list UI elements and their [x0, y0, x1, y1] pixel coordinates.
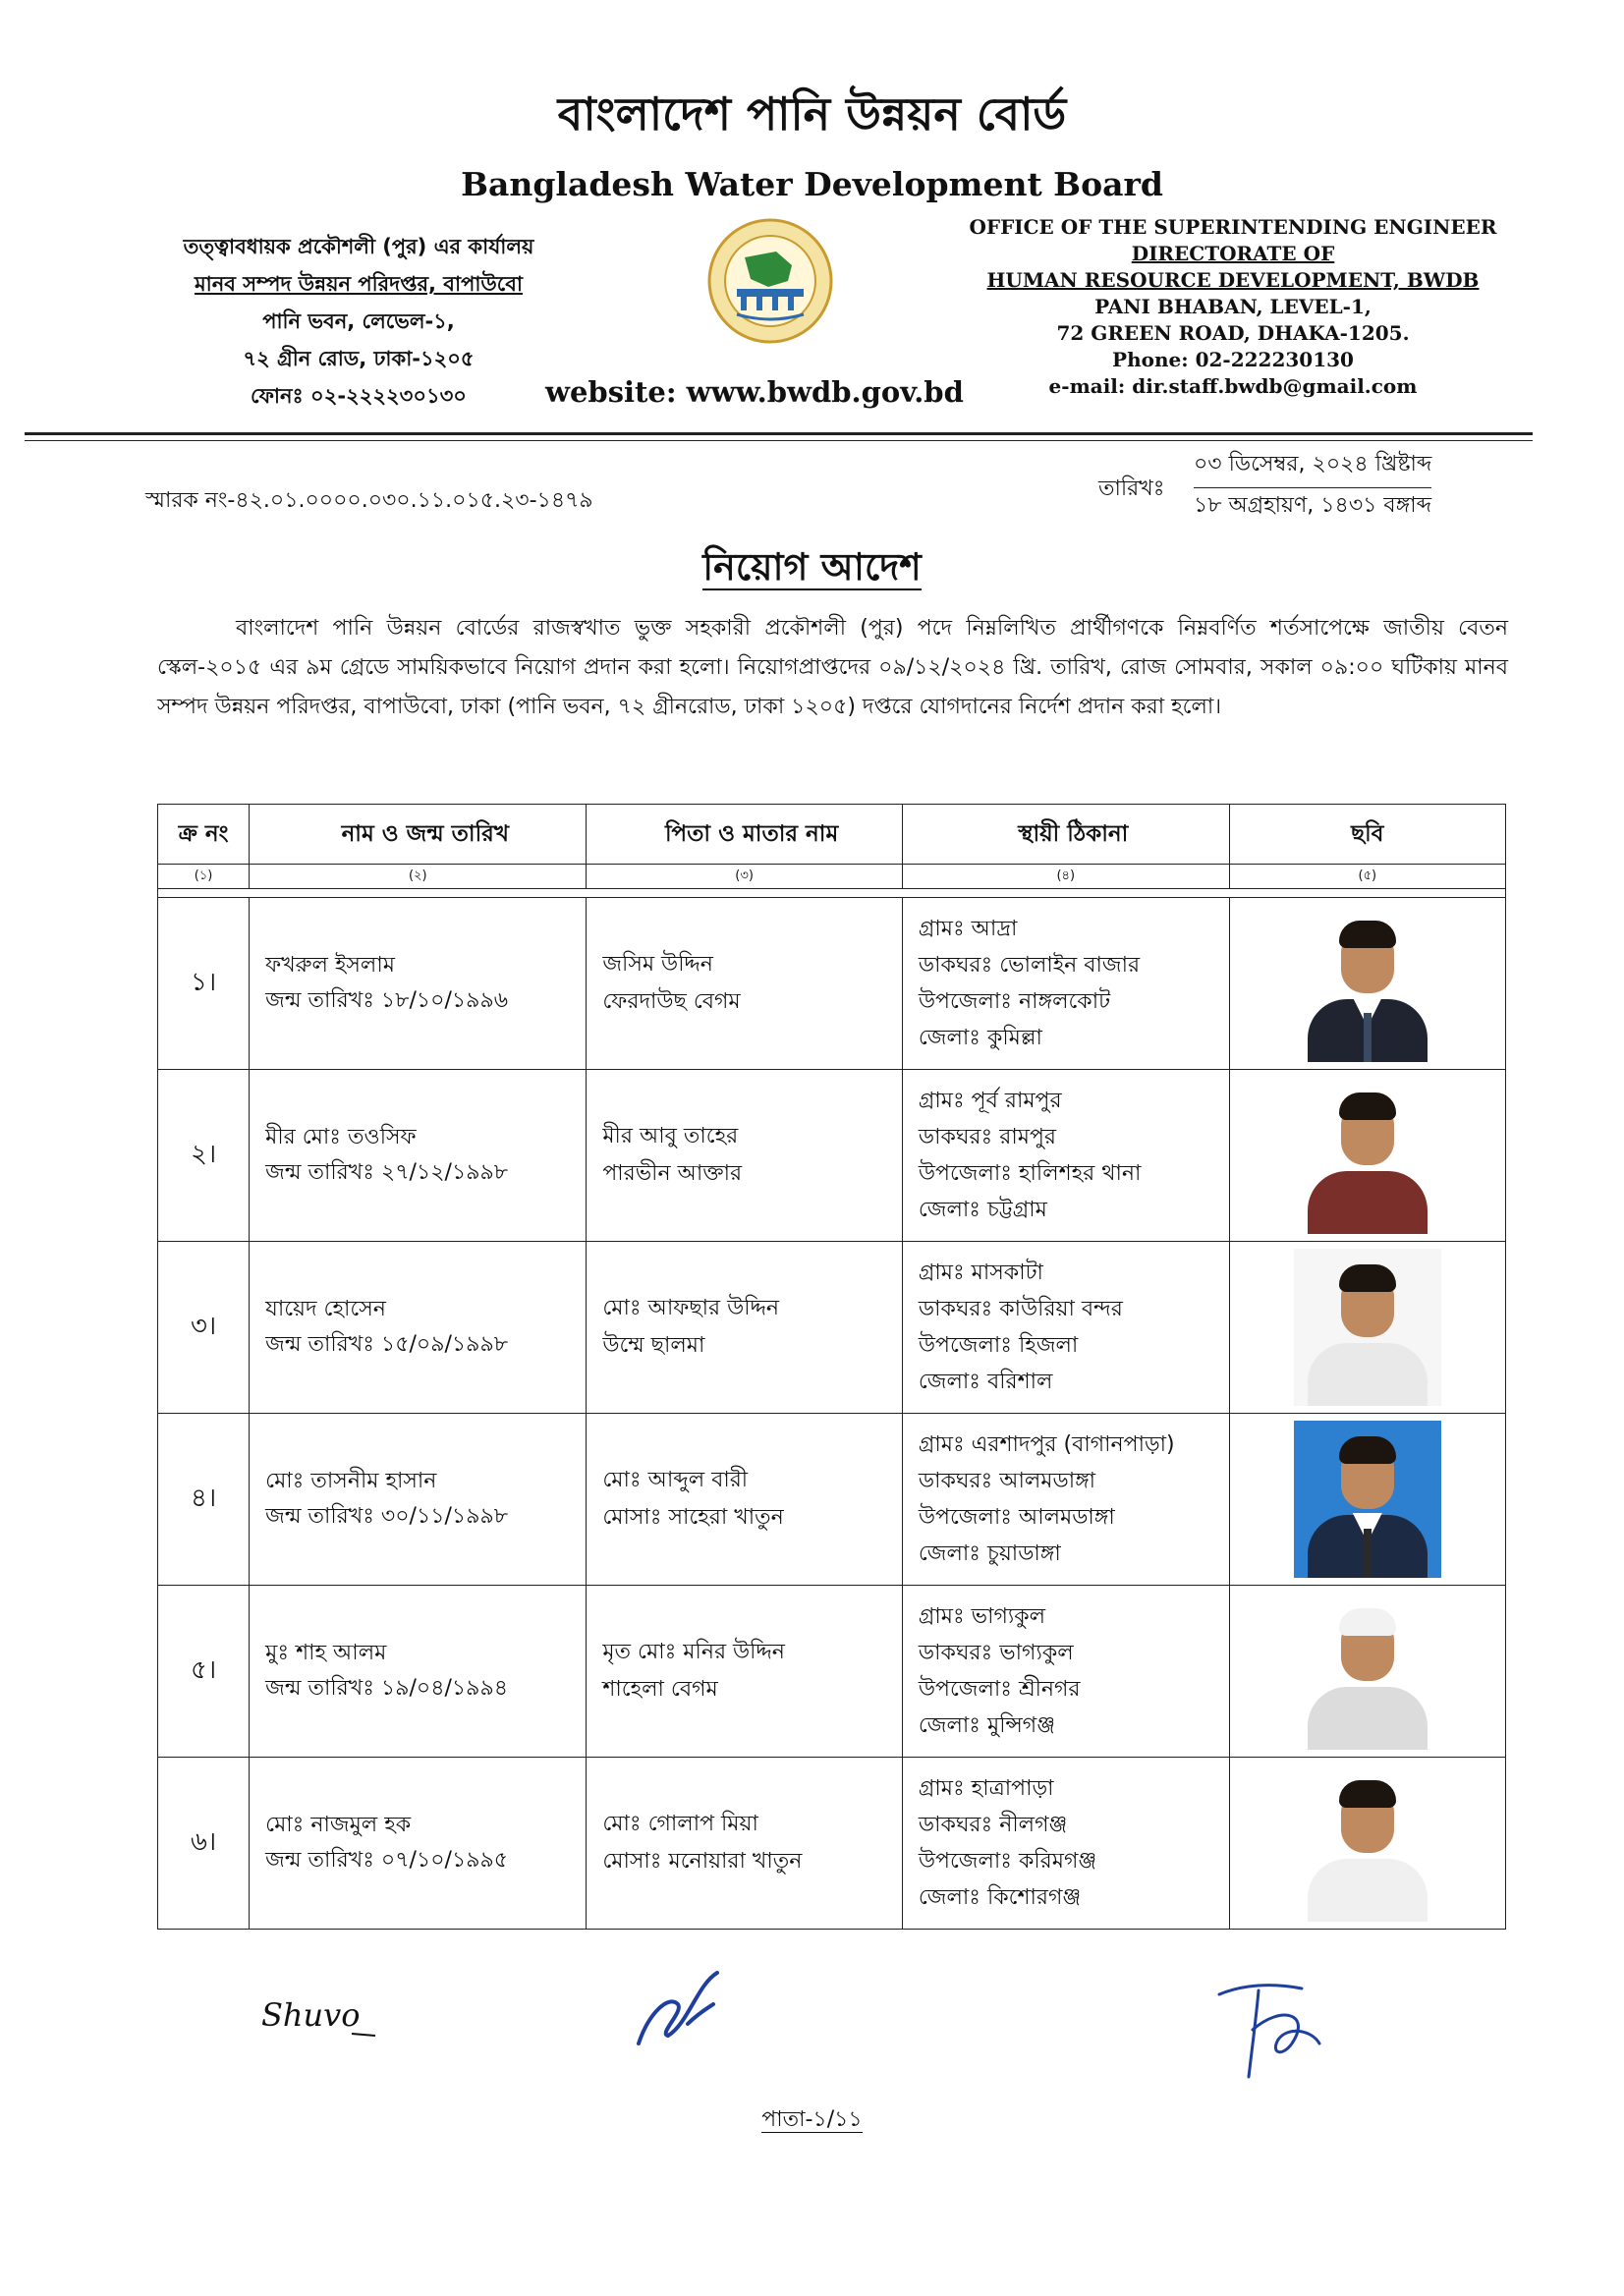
col-number: (৩): [587, 865, 903, 889]
father-name: মৃত মোঃ মনির উদ্দিন: [602, 1640, 785, 1664]
name-dob-cell: [250, 1242, 587, 1414]
col-header-photo: ছবি: [1229, 805, 1505, 865]
mother-name: শাহেলা বেগম: [602, 1677, 718, 1702]
appointment-table: [157, 804, 1506, 1930]
right-address-line: OFFICE OF THE SUPERINTENDING ENGINEER: [969, 215, 1497, 239]
address-post: ডাকঘরঃ নীলগঞ্জ: [918, 1813, 1068, 1837]
memo-number: স্মারক নং-৪২.০১.০০০০.০৩০.১১.০১৫.২৩-১৪৭৯: [145, 488, 593, 513]
serial-cell: ৩।: [158, 1242, 250, 1414]
candidate-name: মোঃ নাজমুল হক: [265, 1813, 412, 1837]
signature-left-text: Shuvo: [261, 1996, 361, 2034]
parents-cell: [587, 1070, 903, 1242]
address-district: জেলাঃ বরিশাল: [918, 1370, 1053, 1394]
address-post: ডাকঘরঃ ভাগ্যকুল: [918, 1641, 1074, 1665]
col-header-name-dob: নাম ও জন্ম তারিখ: [250, 805, 587, 865]
candidate-photo: [1294, 1249, 1441, 1406]
address-post: ডাকঘরঃ কাউরিয়া বন্দর: [918, 1297, 1123, 1321]
candidate-name: মীর মোঃ তওসিফ: [265, 1125, 417, 1149]
col-number: (৪): [902, 865, 1229, 889]
right-address-line: DIRECTORATE OF: [1131, 242, 1335, 265]
serial-cell: ৪।: [158, 1414, 250, 1586]
mother-name: ফেরদাউছ বেগম: [602, 989, 741, 1014]
right-address-line: PANI BHABAN, LEVEL-1,: [1094, 295, 1372, 318]
father-name: মোঃ আব্দুল বারী: [602, 1468, 749, 1492]
name-dob-cell: [250, 1414, 587, 1586]
address-upazila: উপজেলাঃ হালিশহর থানা: [918, 1161, 1142, 1186]
order-heading: [0, 538, 1624, 601]
name-dob-cell: [250, 1070, 587, 1242]
date-label: তারিখঃ: [1098, 476, 1165, 501]
candidate-dob: জন্ম তারিখঃ ১৯/০৪/১৯৯৪: [265, 1676, 508, 1701]
candidate-dob: জন্ম তারিখঃ ১৫/০৯/১৯৯৮: [265, 1332, 508, 1357]
left-address-line: ফোনঃ ০২-২২২২৩০১৩০: [251, 384, 467, 408]
page-number-text: পাতা-১/১১: [761, 2107, 863, 2132]
left-address-line: মানব সম্পদ উন্নয়ন পরিদপ্তর, বাপাউবো: [194, 272, 524, 296]
col-header-serial: ক্র নং: [158, 805, 250, 865]
photo-cell: [1229, 1414, 1505, 1586]
parents-cell: [587, 898, 903, 1070]
father-name: মোঃ আফছার উদ্দিন: [602, 1296, 779, 1320]
parents-cell: [587, 1242, 903, 1414]
candidate-photo: [1294, 1764, 1441, 1922]
candidate-dob: জন্ম তারিখঃ ২৭/১২/১৯৯৮: [265, 1160, 509, 1185]
address-upazila: উপজেলাঃ নাঙ্গলকোট: [918, 989, 1111, 1014]
address-cell: [902, 1070, 1229, 1242]
right-address-line: e-mail: dir.staff.bwdb@gmail.com: [1048, 374, 1418, 398]
address-district: জেলাঃ মুন্সিগঞ্জ: [918, 1713, 1056, 1738]
col-number: (২): [250, 865, 587, 889]
address-post: ডাকঘরঃ ভোলাইন বাজার: [918, 953, 1141, 978]
candidate-photo: [1294, 1077, 1441, 1234]
parents-cell: [587, 1414, 903, 1586]
address-upazila: উপজেলাঃ আলমডাঙ্গা: [918, 1505, 1115, 1530]
table-row: [158, 1758, 1506, 1930]
mother-name: মোসাঃ সাহেরা খাতুন: [602, 1505, 784, 1530]
name-dob-cell: [250, 898, 587, 1070]
candidate-dob: জন্ম তারিখঃ ০৭/১০/১৯৯৫: [265, 1848, 509, 1873]
order-paragraph: বাংলাদেশ পানি উন্নয়ন বোর্ডের রাজস্বখাত ভুক্ত সহকারী প্রকৌশলী (পুর) পদে নিম্নলিখিত প্রার্থীগণকে নিম্নবর্ণিত শর্তসাপেক্ষে জাতীয় বেতন স্কেল-২০১৫ এর ৯ম গ্রেডে সাময়িকভাবে নিয়োগ প্রদান করা হলো। নিয়োগপ্রাপ্তদের ০৯/১২/২০২৪ খ্রি. তারিখ, রোজ সোমবার, সকাল ০৯:০০ ঘটিকায় মানব সম্পদ উন্নয়ন পরিদপ্তর, বাপাউবো, ঢাকা (পানি ভবন, ৭২ গ্রীনরোড, ঢাকা ১২০৫) দপ্তরে যোগদানের নির্দেশ প্রদান করা হলো।: [157, 616, 1508, 719]
org-title-bangla: বাংলাদেশ পানি উন্নয়ন বোর্ড: [557, 87, 1067, 140]
right-address-line: 72 GREEN ROAD, DHAKA-1205.: [1056, 321, 1410, 345]
table-row: [158, 1414, 1506, 1586]
left-address-line: তত্ত্বাবধায়ক প্রকৌশলী (পুর) এর কার্যালয়: [183, 235, 534, 258]
signature-right-icon: [1213, 1975, 1341, 2083]
father-name: জসিম উদ্দিন: [602, 952, 713, 977]
date-bangla: ১৮ অগ্রহায়ণ, ১৪৩১ বঙ্গাব্দ: [1194, 493, 1432, 518]
table-row: [158, 1242, 1506, 1414]
left-address-line: ৭২ গ্রীন রোড, ঢাকা-১২০৫: [243, 347, 475, 370]
table-row: [158, 1070, 1506, 1242]
photo-cell: [1229, 1070, 1505, 1242]
order-heading-text: নিয়োগ আদেশ: [702, 545, 922, 588]
header-divider-thin: [25, 440, 1533, 441]
address-village: গ্রামঃ আদ্রা: [918, 917, 1018, 941]
serial-cell: ৬।: [158, 1758, 250, 1930]
signature-left: [257, 1983, 395, 2045]
right-address-line: HUMAN RESOURCE DEVELOPMENT, BWDB: [986, 268, 1480, 292]
website-link[interactable]: website: www.bwdb.gov.bd: [545, 375, 964, 409]
mother-name: মোসাঃ মনোয়ারা খাতুন: [602, 1849, 803, 1874]
header-divider: [25, 432, 1533, 435]
address-upazila: উপজেলাঃ হিজলা: [918, 1333, 1079, 1358]
serial-cell: ৫।: [158, 1586, 250, 1758]
father-name: মোঃ গোলাপ মিয়া: [602, 1812, 758, 1836]
parents-cell: [587, 1586, 903, 1758]
table-row: [158, 898, 1506, 1070]
mother-name: পারভীন আক্তার: [602, 1161, 743, 1186]
address-village: গ্রামঃ মাসকাটা: [918, 1260, 1043, 1285]
address-post: ডাকঘরঃ রামপুর: [918, 1125, 1056, 1149]
right-address-block: [968, 214, 1498, 400]
page-number: [0, 2102, 1624, 2139]
address-cell: [902, 898, 1229, 1070]
photo-cell: [1229, 1758, 1505, 1930]
candidate-name: যায়েদ হোসেন: [265, 1297, 386, 1321]
address-cell: [902, 1414, 1229, 1586]
address-district: জেলাঃ কিশোরগঞ্জ: [918, 1885, 1082, 1910]
candidate-photo: [1294, 905, 1441, 1062]
photo-cell: [1229, 898, 1505, 1070]
address-cell: [902, 1242, 1229, 1414]
name-dob-cell: [250, 1758, 587, 1930]
bwdb-logo-icon: [707, 218, 833, 344]
address-district: জেলাঃ চট্টগ্রাম: [918, 1198, 1047, 1222]
address-cell: [902, 1758, 1229, 1930]
address-post: ডাকঘরঃ আলমডাঙ্গা: [918, 1469, 1096, 1493]
left-address-block: [162, 228, 555, 415]
address-upazila: উপজেলাঃ শ্রীনগর: [918, 1677, 1081, 1702]
candidate-photo: [1294, 1421, 1441, 1578]
candidate-dob: জন্ম তারিখঃ ৩০/১১/১৯৯৮: [265, 1504, 509, 1529]
parents-cell: [587, 1758, 903, 1930]
candidate-dob: জন্ম তারিখঃ ১৮/১০/১৯৯৬: [265, 988, 509, 1013]
name-dob-cell: [250, 1586, 587, 1758]
col-number: (৫): [1229, 865, 1505, 889]
address-village: গ্রামঃ এরশাদপুর (বাগানপাড়া): [918, 1432, 1175, 1457]
col-header-address: স্থায়ী ঠিকানা: [902, 805, 1229, 865]
candidate-name: ফখরুল ইসলাম: [265, 953, 395, 978]
address-district: জেলাঃ কুমিল্লা: [918, 1026, 1042, 1050]
left-address-line: পানি ভবন, লেভেল-১,: [262, 309, 455, 333]
address-cell: [902, 1586, 1229, 1758]
col-number: (১): [158, 865, 250, 889]
father-name: মীর আবু তাহের: [602, 1124, 739, 1148]
signature-middle-icon: [629, 1965, 737, 2055]
right-address-line: Phone: 02-222230130: [1112, 348, 1354, 371]
table-spacer: [158, 889, 1506, 898]
mother-name: উম্মে ছালমা: [602, 1333, 705, 1358]
col-header-parents: পিতা ও মাতার নাম: [587, 805, 903, 865]
org-title-english: Bangladesh Water Development Board: [461, 165, 1163, 203]
address-district: জেলাঃ চুয়াডাঙ্গা: [918, 1541, 1061, 1566]
photo-cell: [1229, 1586, 1505, 1758]
candidate-name: মোঃ তাসনীম হাসান: [265, 1469, 437, 1493]
photo-cell: [1229, 1242, 1505, 1414]
candidate-name: মুঃ শাহ আলম: [265, 1641, 387, 1665]
serial-cell: ২।: [158, 1070, 250, 1242]
candidate-photo: [1294, 1593, 1441, 1750]
address-village: গ্রামঃ ভাগ্যকুল: [918, 1604, 1046, 1629]
address-village: গ্রামঃ পূর্ব রামপুর: [918, 1089, 1062, 1113]
serial-cell: ১।: [158, 898, 250, 1070]
address-village: গ্রামঃ হাত্রাপাড়া: [918, 1776, 1054, 1801]
table-row: [158, 1586, 1506, 1758]
date-gregorian: ০৩ ডিসেম্বর, ২০২৪ খ্রিষ্টাব্দ: [1194, 447, 1431, 488]
address-upazila: উপজেলাঃ করিমগঞ্জ: [918, 1849, 1097, 1874]
